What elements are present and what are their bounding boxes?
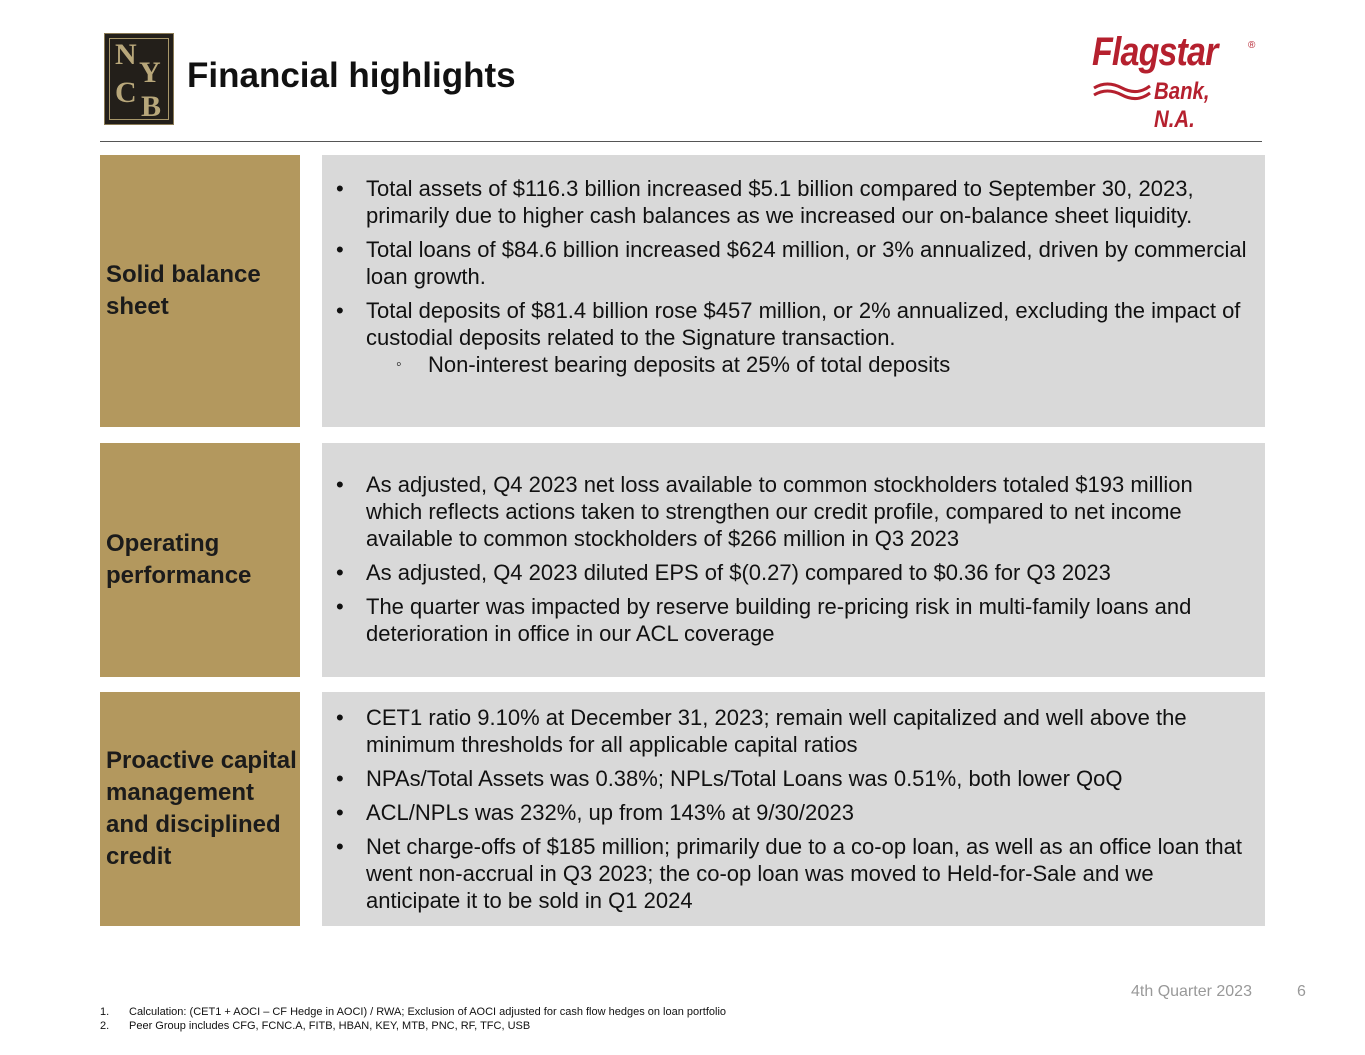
- section-label-text: Solid balance sheet: [106, 261, 261, 320]
- section-panel-balance-sheet: [322, 155, 1265, 427]
- section-label-text: Operating performance: [106, 530, 252, 589]
- wave-icon: [1092, 80, 1152, 104]
- section-label-capital: [100, 692, 300, 926]
- bullet-item: • As adjusted, Q4 2023 net loss available to common stockholders totaled $193 million which reflects actions taken to strengthen our credit profile, compared to net income available to common stockholders of $266 million in Q3 2023: [336, 471, 1251, 552]
- bullet-item: • ACL/NPLs was 232%, up from 143% at 9/30/2023: [336, 799, 1251, 826]
- brand-sub: Bank, N.A.: [1154, 78, 1210, 133]
- footnote: [100, 1020, 530, 1032]
- bullet-item: • Net charge-offs of $185 million; primarily due to a co-op loan, as well as an office loan that went non-accrual in Q3 2023; the co-op loan was moved to Held-for-Sale and we anticipate it to be sold in Q1 2024: [336, 833, 1251, 914]
- page-number: 6: [1297, 983, 1306, 1000]
- footnote-text: Peer Group includes CFG, FCNC.A, FITB, HBAN, KEY, MTB, PNC, RF, TFC, USB: [129, 1020, 531, 1032]
- logo-letter: B: [141, 90, 162, 123]
- page-title: Financial highlights: [187, 56, 516, 95]
- nycb-logo: [104, 33, 174, 125]
- logo-letter: C: [115, 76, 137, 109]
- logo-letter: Y: [139, 56, 161, 89]
- bullet-item: • As adjusted, Q4 2023 diluted EPS of $(0.27) compared to $0.36 for Q3 2023: [336, 559, 1251, 586]
- registered-mark: ®: [1248, 40, 1256, 51]
- bullet-item: • Total deposits of $81.4 billion rose $457 million, or 2% annualized, excluding the impact of custodial deposits related to the Signature transaction.: [336, 297, 1251, 351]
- section-label-text: Proactive capital management and disciplined credit: [106, 747, 297, 870]
- section-label-operating: [100, 443, 300, 677]
- header-divider: [100, 141, 1262, 142]
- footnote-number: 2.: [100, 1020, 110, 1032]
- bullet-item: • Total loans of $84.6 billion increased $624 million, or 3% annualized, driven by commercial loan growth.: [336, 236, 1251, 290]
- brand-name: Flagstar: [1092, 30, 1218, 74]
- section-panel-capital: [322, 692, 1265, 926]
- logo-letter: N: [115, 38, 137, 71]
- bullet-item: • CET1 ratio 9.10% at December 31, 2023; remain well capitalized and well above the minimum thresholds for all applicable capital ratios: [336, 704, 1251, 758]
- footnote-number: 1.: [100, 1006, 110, 1018]
- bullet-item: • NPAs/Total Assets was 0.38%; NPLs/Total Loans was 0.51%, both lower QoQ: [336, 765, 1251, 792]
- section-panel-operating: [322, 443, 1265, 677]
- bullet-item: • The quarter was impacted by reserve building re-pricing risk in multi-family loans and deterioration in office in our ACL coverage: [336, 593, 1251, 647]
- quarter-label: 4th Quarter 2023: [1131, 983, 1252, 1000]
- footnote-text: Calculation: (CET1 + AOCI – CF Hedge in AOCI) / RWA; Exclusion of AOCI adjusted for cash flow hedges on loan portfolio: [129, 1006, 727, 1018]
- footnote: [100, 1006, 726, 1018]
- sub-bullet-item: ◦ Non-interest bearing deposits at 25% of total deposits: [336, 351, 1251, 378]
- section-label-balance-sheet: [100, 155, 300, 427]
- flagstar-logo: [1092, 30, 1264, 133]
- bullet-item: • Total assets of $116.3 billion increased $5.1 billion compared to September 30, 2023, primarily due to higher cash balances as we increased our on-balance sheet liquidity.: [336, 175, 1251, 229]
